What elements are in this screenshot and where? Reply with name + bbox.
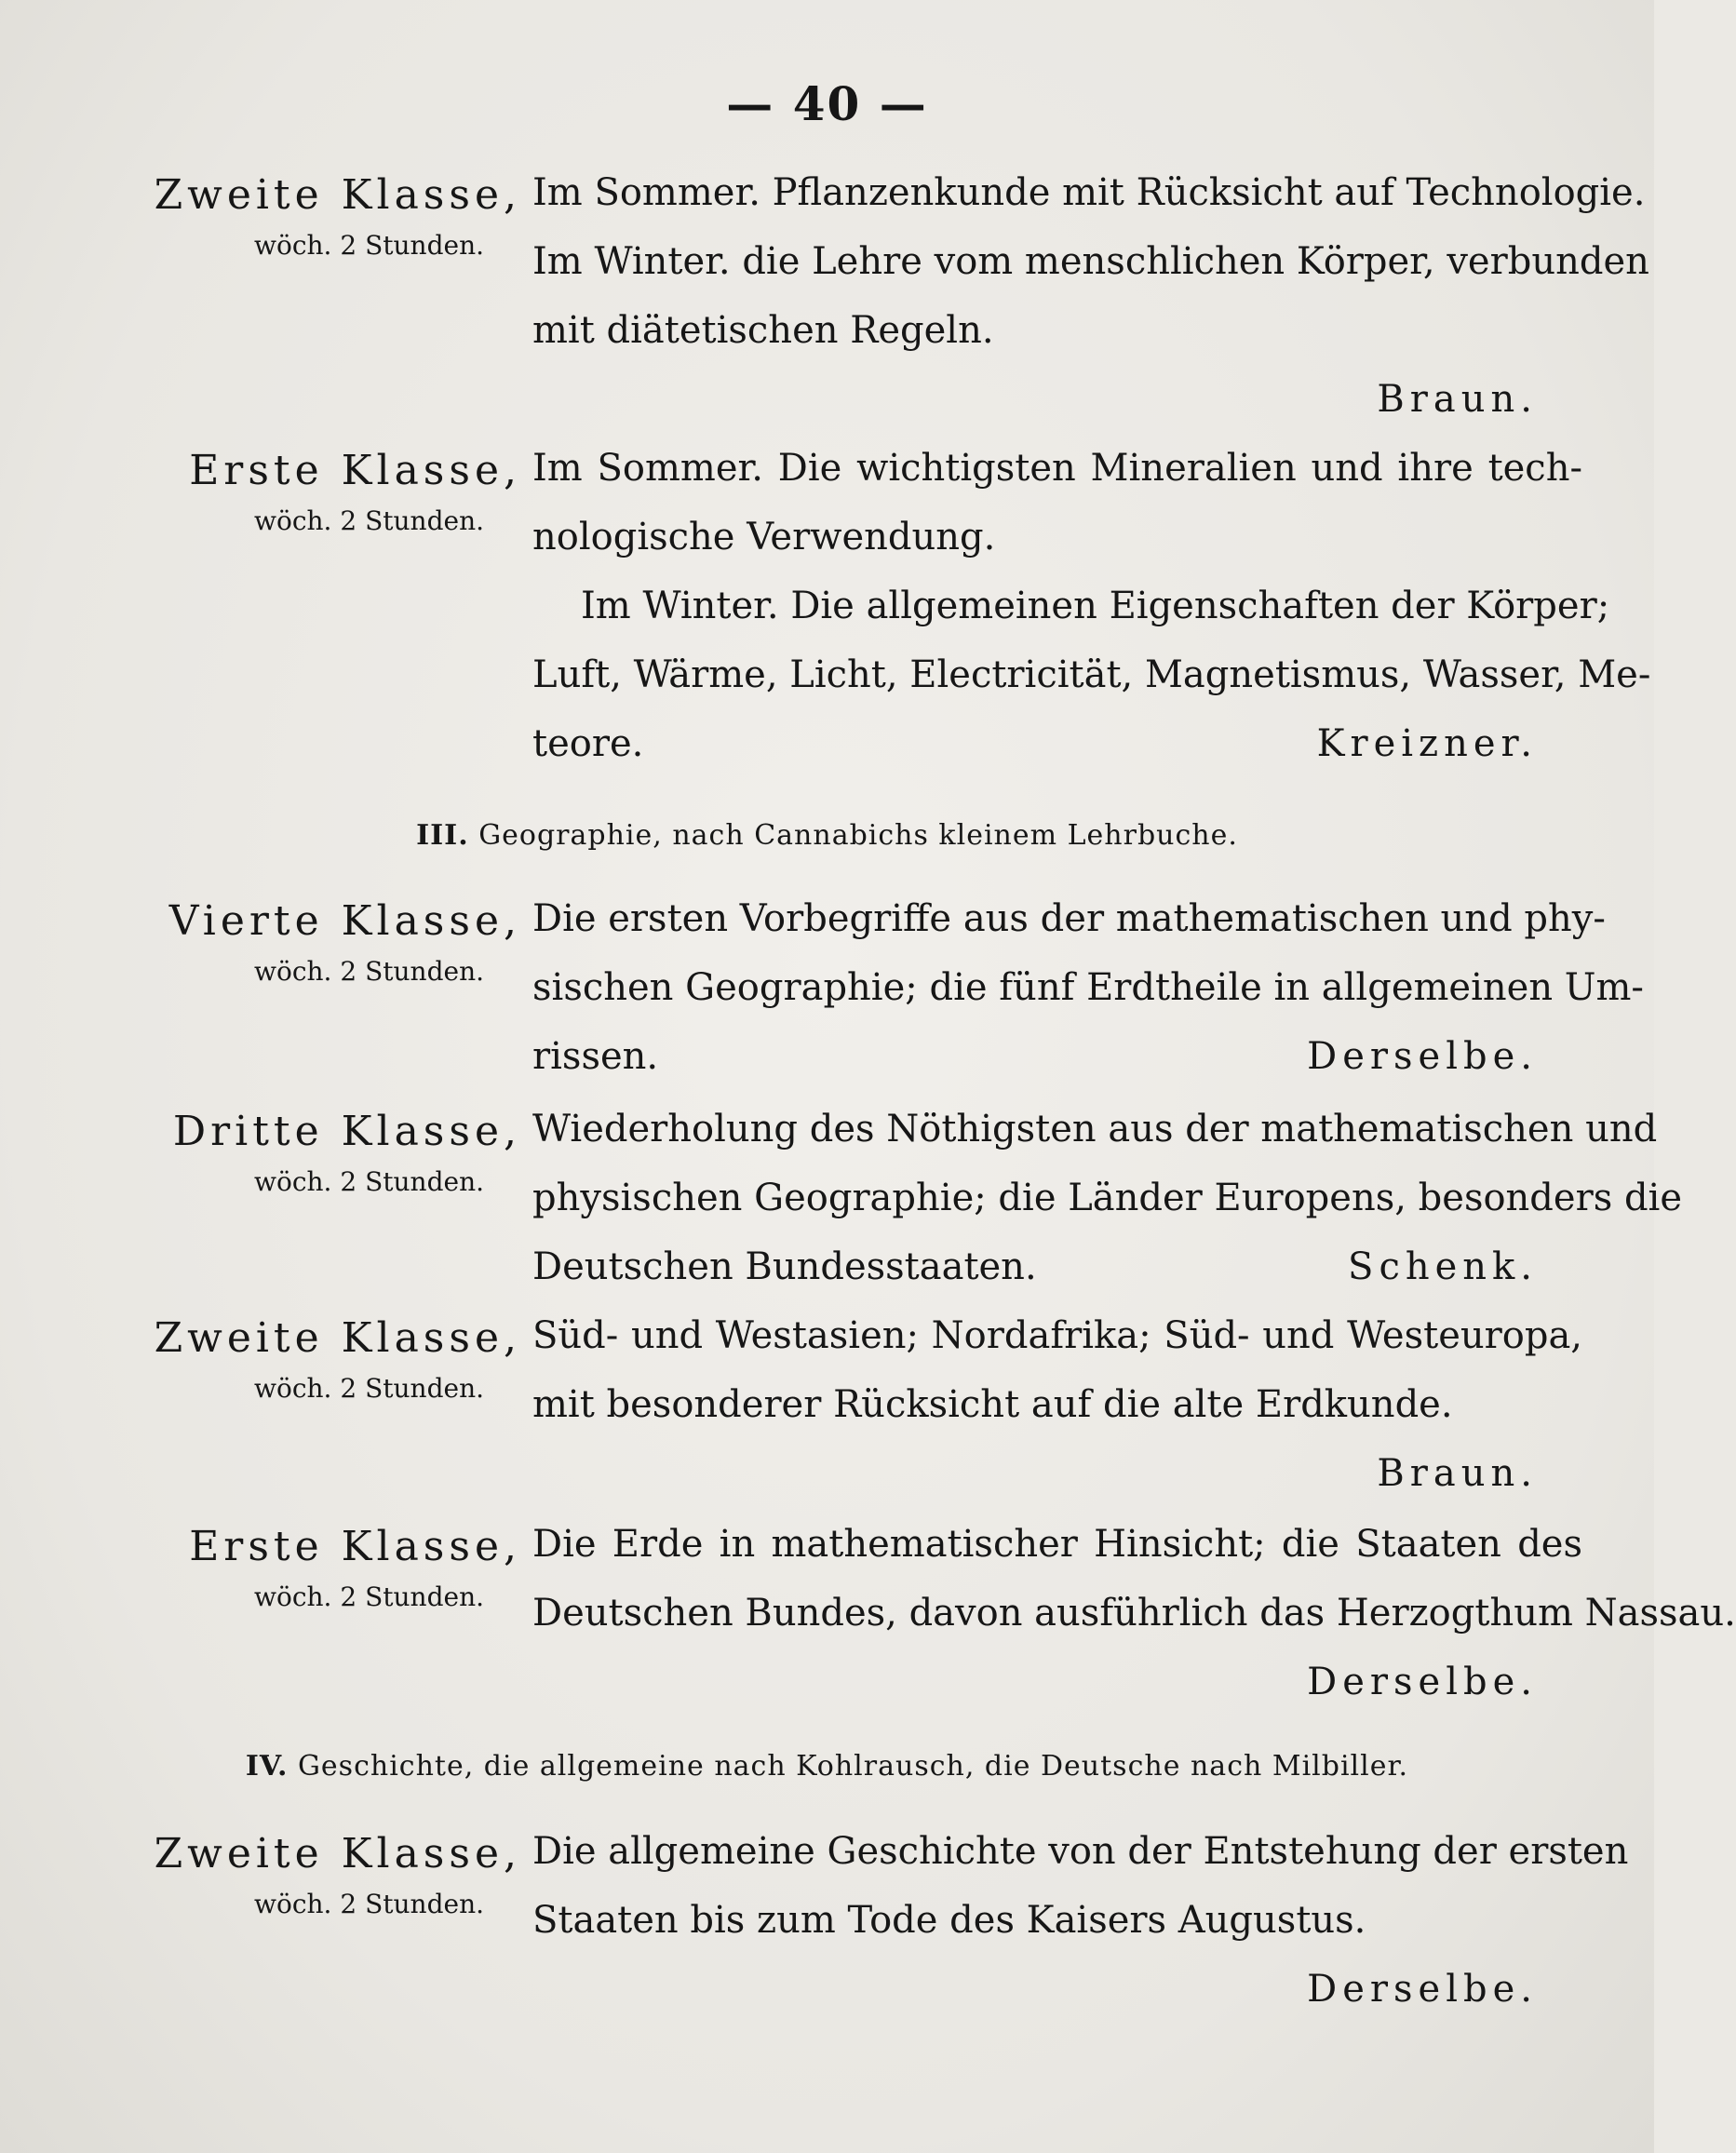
section-heading — [0, 1750, 1654, 1783]
text-line: mit besonderer Rücksicht auf die alte Erdkunde. — [532, 1383, 1453, 1426]
text-line: Die allgemeine Geschichte von der Entstehung der ersten — [532, 1830, 1629, 1873]
text-line: Staaten bis zum Tode des Kaisers Augustus. — [532, 1899, 1366, 1942]
text-line: sischen Geographie; die fünf Erdtheile in allgemeinen Um- — [532, 966, 1644, 1009]
weekly-hours: wöch. 2 Stunden. — [254, 956, 484, 987]
teacher-signature: Schenk. — [1348, 1245, 1538, 1288]
page-number: — 40 — — [726, 76, 928, 131]
section-title: Geographie, nach Cannabichs kleinem Lehrbuche. — [478, 819, 1238, 852]
text-line: Deutschen Bundesstaaten. — [532, 1245, 1037, 1288]
weekly-hours: wöch. 2 Stunden. — [254, 1889, 484, 1919]
course-description — [532, 1301, 1582, 1508]
class-name: Erste Klasse, — [189, 447, 521, 494]
text-line-with-signature — [532, 1022, 1582, 1091]
course-description — [532, 1510, 1736, 1716]
text-line-with-signature — [532, 1232, 1582, 1301]
course-description — [532, 884, 1644, 1091]
class-label — [140, 447, 521, 536]
text-line: Im Winter. die Lehre vom menschlichen Körper, verbunden — [532, 240, 1649, 283]
teacher-signature: Derselbe. — [1307, 1661, 1538, 1703]
section-numeral: IV. — [245, 1750, 289, 1783]
weekly-hours: wöch. 2 Stunden. — [254, 1373, 484, 1404]
class-name: Zweite Klasse, — [154, 171, 521, 219]
section-numeral: III. — [416, 819, 469, 852]
class-name: Dritte Klasse, — [172, 1108, 521, 1155]
text-line: rissen. — [532, 1035, 659, 1078]
teacher-signature: Braun. — [1377, 378, 1538, 421]
text-line: Im Sommer. Pflanzenkunde mit Rücksicht auf Technologie. — [532, 171, 1646, 214]
weekly-hours: wöch. 2 Stunden. — [254, 1581, 484, 1612]
course-description — [532, 1095, 1683, 1301]
text-line: Süd- und Westasien; Nordafrika; Süd- und Westeuropa, — [532, 1314, 1582, 1357]
class-label — [140, 1523, 521, 1612]
class-name: Vierte Klasse, — [168, 897, 521, 945]
text-line: Deutschen Bundes, davon ausführlich das Herzogthum Nassau. — [532, 1592, 1736, 1635]
weekly-hours: wöch. 2 Stunden. — [254, 230, 484, 261]
text-line: Die Erde in mathematischer Hinsicht; die Staaten des — [532, 1523, 1582, 1566]
class-label — [140, 1830, 521, 1919]
class-label — [140, 1108, 521, 1197]
section-heading — [0, 819, 1654, 852]
text-line: Im Winter. Die allgemeinen Eigenschaften der Körper; — [581, 585, 1610, 627]
teacher-signature: Derselbe. — [1307, 1968, 1538, 2011]
class-label — [140, 1314, 521, 1404]
teacher-signature: Kreizner. — [1316, 722, 1538, 765]
weekly-hours: wöch. 2 Stunden. — [254, 1166, 484, 1197]
teacher-signature: Braun. — [1377, 1452, 1538, 1495]
text-line: nologische Verwendung. — [532, 516, 996, 558]
text-line: Die ersten Vorbegriffe aus der mathematischen und phy- — [532, 897, 1606, 940]
course-description — [532, 434, 1651, 778]
text-line: Im Sommer. Die wichtigsten Mineralien und ihre tech- — [532, 447, 1582, 490]
class-label — [140, 171, 521, 261]
class-name: Erste Klasse, — [189, 1523, 521, 1570]
class-name: Zweite Klasse, — [154, 1314, 521, 1362]
weekly-hours: wöch. 2 Stunden. — [254, 505, 484, 536]
text-line-with-signature — [532, 709, 1582, 778]
course-description — [532, 158, 1649, 434]
text-line: mit diätetischen Regeln. — [532, 309, 994, 352]
class-label — [140, 897, 521, 987]
text-line: teore. — [532, 722, 644, 765]
section-title: Geschichte, die allgemeine nach Kohlrausch, die Deutsche nach Milbiller. — [297, 1750, 1409, 1783]
teacher-signature: Derselbe. — [1307, 1035, 1538, 1078]
course-description — [532, 1817, 1629, 2024]
text-line: physischen Geographie; die Länder Europens, besonders die — [532, 1177, 1683, 1219]
class-name: Zweite Klasse, — [154, 1830, 521, 1877]
text-line: Wiederholung des Nöthigsten aus der mathematischen und — [532, 1108, 1658, 1151]
text-line: Luft, Wärme, Licht, Electricität, Magnetismus, Wasser, Me- — [532, 653, 1651, 696]
